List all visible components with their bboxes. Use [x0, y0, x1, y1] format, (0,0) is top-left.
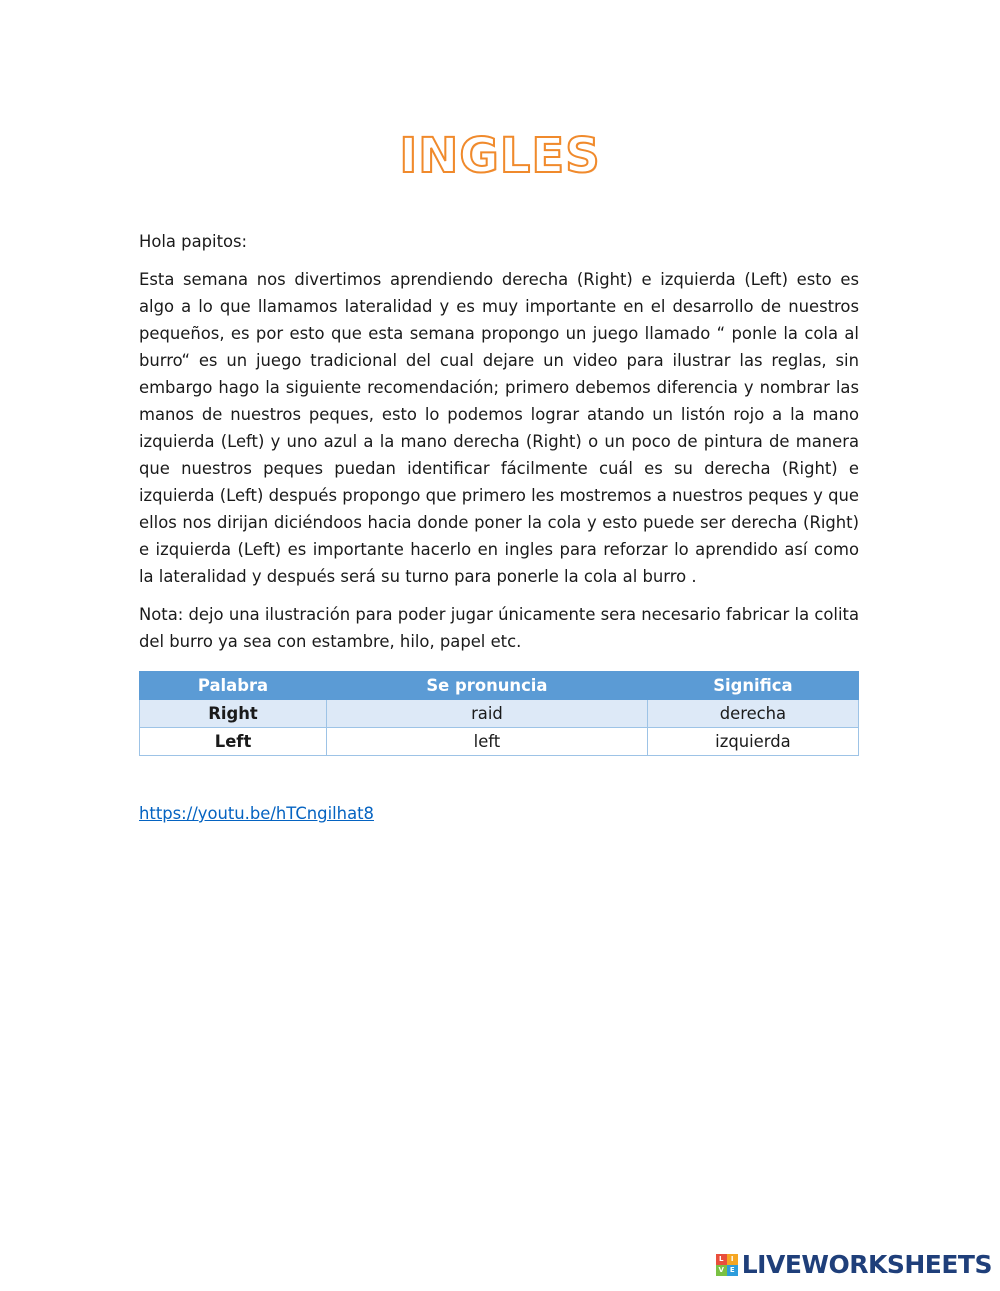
logo-letter: L	[716, 1254, 727, 1265]
cell-word: Right	[140, 700, 327, 728]
main-content	[139, 228, 859, 827]
table-header-row	[140, 672, 859, 700]
logo-letter: V	[716, 1265, 727, 1276]
table-row	[140, 728, 859, 756]
cell-pronunciation: raid	[327, 700, 648, 728]
cell-meaning: izquierda	[647, 728, 858, 756]
logo-letter: E	[727, 1265, 738, 1276]
note-text: Nota: dejo una ilustración para poder jugar únicamente sera necesario fabricar la colita del burro ya sea con estambre, hilo, papel etc.	[139, 605, 859, 651]
header-word: Palabra	[140, 672, 327, 700]
page-title: INGLES	[399, 128, 601, 184]
header-meaning: Significa	[647, 672, 858, 700]
vocabulary-table	[139, 671, 859, 756]
cell-word: Left	[140, 728, 327, 756]
logo-letter: I	[727, 1254, 738, 1265]
table-row	[140, 700, 859, 728]
greeting-text: Hola papitos:	[139, 232, 248, 251]
header-pronunciation: Se pronuncia	[327, 672, 648, 700]
brand-name: LIVEWORKSHEETS	[741, 1250, 992, 1279]
liveworksheets-logo-icon	[716, 1254, 738, 1276]
video-link[interactable]: https://youtu.be/hTCngilhat8	[139, 804, 374, 823]
cell-pronunciation: left	[327, 728, 648, 756]
body-paragraph: Esta semana nos divertimos aprendiendo derecha (Right) e izquierda (Left) esto es algo a lo que llamamos lateralidad y es muy importante en el desarrollo de nuestros pequeños, es por esto que esta semana propongo un juego llamado “ ponle la cola al burro“ es un juego tradicional del cual dejare un video para ilustrar las reglas, sin embargo hago la siguiente recomendación; primero debemos diferencia y nombrar las manos de nuestros peques, esto lo podemos lograr atando un listón rojo a la mano izquierda (Left) y uno azul a la mano derecha (Right) o un poco de pintura de manera que nuestros peques puedan identificar fácilmente cuál es su derecha (Right) e izquierda (Left) después propongo que primero les mostremos a nuestros peques y que ellos nos dirijan diciéndoos hacia donde poner la cola y esto puede ser derecha (Right) e izquierda (Left) es importante hacerlo en ingles para reforzar lo aprendido así como la lateralidad y después será su turno para ponerle la cola al burro .	[139, 270, 859, 586]
liveworksheets-brand	[716, 1250, 992, 1279]
cell-meaning: derecha	[647, 700, 858, 728]
